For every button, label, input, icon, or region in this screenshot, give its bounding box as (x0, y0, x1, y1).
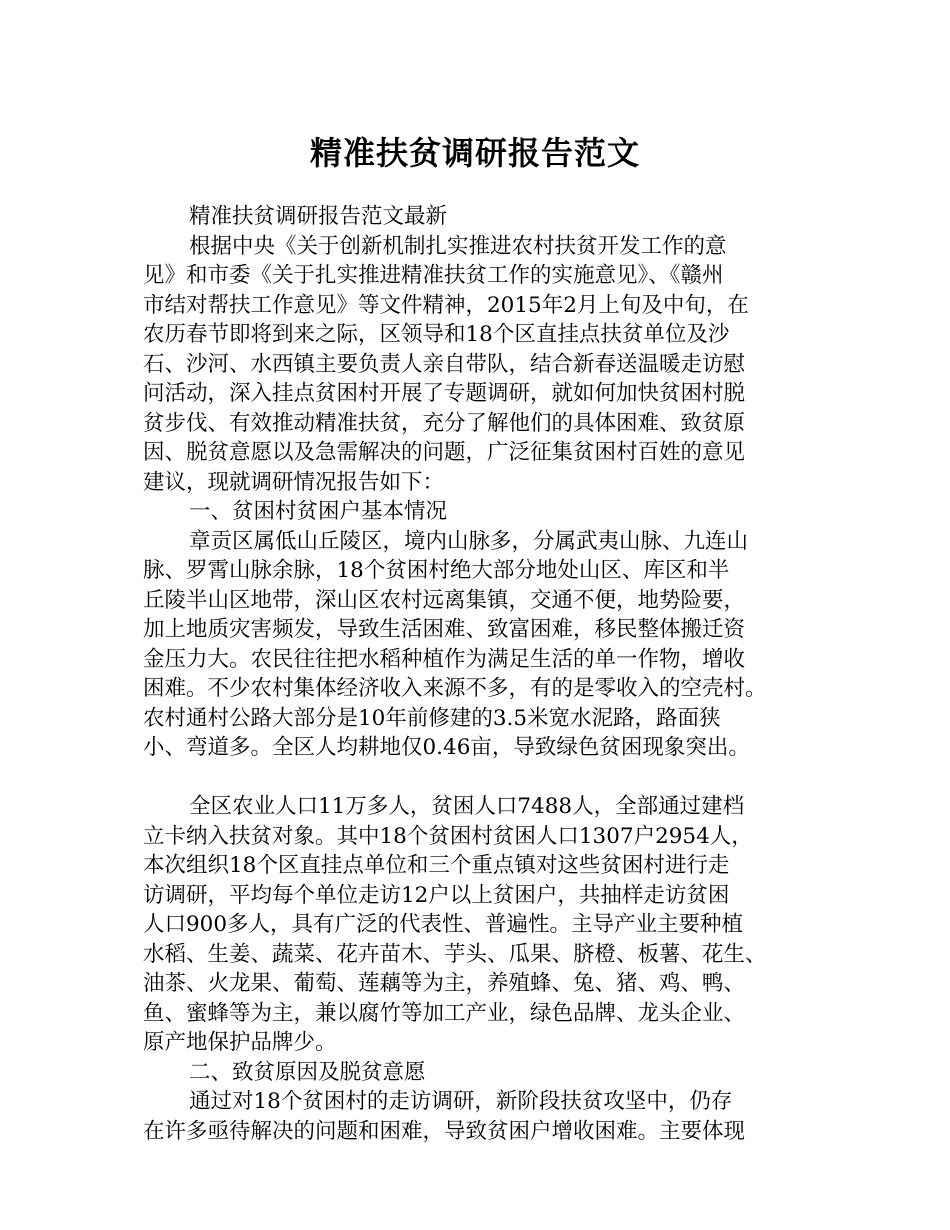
text-line: 鱼、蜜蜂等为主，兼以腐竹等加工产业，绿色品牌、龙头企业、 (143, 1000, 746, 1026)
blank-line (143, 763, 873, 793)
text-line: 根据中央《关于创新机制扎实推进农村扶贫开发工作的意 (189, 233, 727, 259)
text-line: 章贡区属低山丘陵区，境内山脉多，分属武夷山脉、九连山 (189, 528, 749, 554)
text-line: 一、贫困村贫困户基本情况 (189, 499, 448, 524)
text-line: 市结对帮扶工作意见》等文件精神，2015年2月上旬及中旬，在 (143, 292, 749, 318)
text-line: 脉、罗霄山脉余脉，18个贫困村绝大部分地处山区、库区和半 (143, 558, 730, 583)
text-line: 困难。不少农村集体经济收入来源不多，有的是零收入的空壳村。 (143, 676, 767, 701)
text-line: 问活动，深入挂点贫困村开展了专题调研，就如何加快贫困村脱 (143, 381, 746, 406)
text-line: 农村通村公路大部分是10年前修建的3.5米宽水泥路，路面狭 (143, 705, 721, 731)
text-line: 二、致贫原因及脱贫意愿 (189, 1059, 426, 1085)
text-line: 本次组织18个区直挂点单位和三个重点镇对这些贫困村进行走 (143, 853, 730, 878)
text-line: 建议，现就调研情况报告如下： (143, 469, 445, 495)
text-line: 丘陵半山区地带，深山区农村远离集镇，交通不便，地势险要， (143, 587, 746, 613)
text-line: 通过对18个贫困村的走访调研，新阶段扶贫攻坚中，仍存 (189, 1089, 733, 1114)
text-line: 小、弯道多。全区人均耕地仅0.46亩，导致绿色贫困现象突出。 (143, 735, 750, 760)
text-line: 加上地质灾害频发，导致生活困难、致富困难，移民整体搬迁资 (143, 617, 746, 642)
text-line: 人口900多人，具有广泛的代表性、普遍性。主导产业主要种植 (143, 912, 744, 937)
text-line: 全区农业人口11万多人，贫困人口7488人，全部通过建档 (189, 794, 745, 819)
text-line: 水稻、生姜、蔬菜、花卉苗木、芋头、瓜果、脐橙、板薯、花生、 (143, 941, 767, 967)
text-line: 在许多亟待解决的问题和困难，导致贫困户增收困难。主要体现 (143, 1118, 746, 1144)
text-line: 精准扶贫调研报告范文最新 (189, 204, 448, 229)
text-line: 金压力大。农民往往把水稻种植作为满足生活的单一作物，增收 (143, 646, 746, 672)
text-line: 油茶、火龙果、葡萄、莲藕等为主，养殖蜂、兔、猪、鸡、鸭、 (143, 971, 746, 996)
text-line: 因、脱贫意愿以及急需解决的问题，广泛征集贫困村百姓的意见 (143, 440, 746, 465)
text-line: 农历春节即将到来之际，区领导和18个区直挂点扶贫单位及沙 (143, 322, 730, 347)
text-line: 访调研，平均每个单位走访12户以上贫困户，共抽样走访贫困 (143, 882, 730, 908)
document-title: 精准扶贫调研报告范文 (309, 134, 640, 172)
text-line: 立卡纳入扶贫对象。其中18个贫困村贫困人口1307户2954人， (143, 823, 753, 849)
text-line: 见》和市委《关于扎实推进精准扶贫工作的实施意见》、《赣州 (143, 263, 724, 288)
text-line: 石、沙河、水西镇主要负责人亲自带队，结合新春送温暖走访慰 (143, 351, 746, 377)
text-line: 贫步伐、有效推动精准扶贫，充分了解他们的具体困难、致贫原 (143, 410, 746, 436)
text-line: 原产地保护品牌少。 (143, 1030, 337, 1055)
document-body (143, 202, 873, 1146)
